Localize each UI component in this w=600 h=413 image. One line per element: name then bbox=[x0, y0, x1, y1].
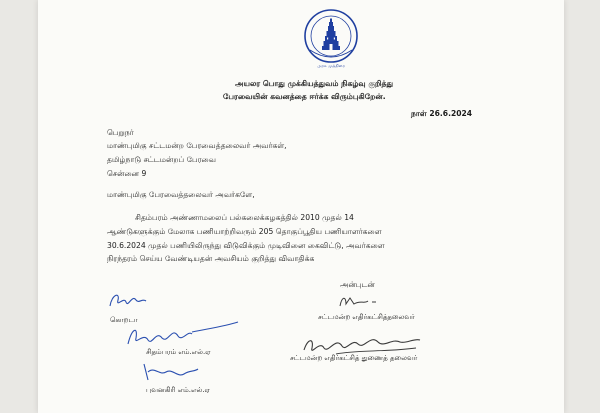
subject-line-1: அயலர பொது முக்கியத்துவம் நிகழ்வு குறித்து bbox=[235, 79, 394, 88]
signature-whip bbox=[106, 288, 152, 314]
body-line-2: ஆண்டுகளுக்கும் மேலாக பணியாற்றிவரும் 205 தொகுப்பூதிய பணியாளர்களை bbox=[107, 226, 382, 236]
body-paragraph bbox=[107, 211, 475, 266]
signatory-label-chidambaram-mla: சிதம்பரம் எம்.எல்.ஏ bbox=[146, 348, 211, 356]
subject-line-2: பேரவையின் கவனத்தை ஈர்க்க விரும்புகிறேன். bbox=[223, 92, 386, 101]
seal-caption: அரசு முத்திரை bbox=[317, 63, 345, 68]
closing: அன்புடன் bbox=[340, 280, 375, 289]
recipient-line-3: சென்னை 9 bbox=[107, 169, 147, 178]
body-line-3: 30.6.2024 முதல் பணியிலிருந்து விடுவிக்கும் முடிவினை கைவிட்டு, அவர்களை bbox=[107, 240, 385, 250]
signatory-label-bhuvanagiri-mla: புவனகிரி எம்.எல்.ஏ bbox=[146, 386, 210, 394]
signatory-label-opposition-leader: சட்டமன்ற எதிர்கட்சித்தலைவர் bbox=[318, 313, 415, 321]
letter-page bbox=[38, 0, 564, 413]
recipient-line-1: மாண்புமிகு சட்டமன்ற பேரவைத்தலைவர் அவர்கள், bbox=[107, 141, 287, 150]
salutation: மாண்புமிகு பேரவைத்தலைவர் அவர்களே, bbox=[107, 190, 255, 199]
signature-bhuvanagiri-mla bbox=[138, 360, 202, 384]
signatory-label-deputy-opposition-leader: சட்டமன்ற எதிர்கட்சித் துணைத் தலைவர் bbox=[290, 354, 418, 362]
recipient-line-2: தமிழ்நாடு சட்டமன்றப் பேரவை bbox=[107, 155, 216, 164]
signatory-label-whip: கொறடா bbox=[110, 316, 138, 324]
to-label: பெறுநர் bbox=[107, 128, 134, 137]
government-seal-icon bbox=[301, 6, 361, 68]
body-line-1: சிதம்பரம் அண்ணாமலைப் பல்கலைக்கழகத்தில் 2010 முதல் 14 bbox=[135, 213, 354, 222]
letter-date: நாள் 26.6.2024 bbox=[411, 109, 473, 118]
signature-opposition-leader bbox=[334, 292, 384, 312]
body-line-4: நிரந்தரம் செய்ய வேண்டியதன் அவசியம் குறித்து விவாதிக்க bbox=[107, 254, 315, 264]
